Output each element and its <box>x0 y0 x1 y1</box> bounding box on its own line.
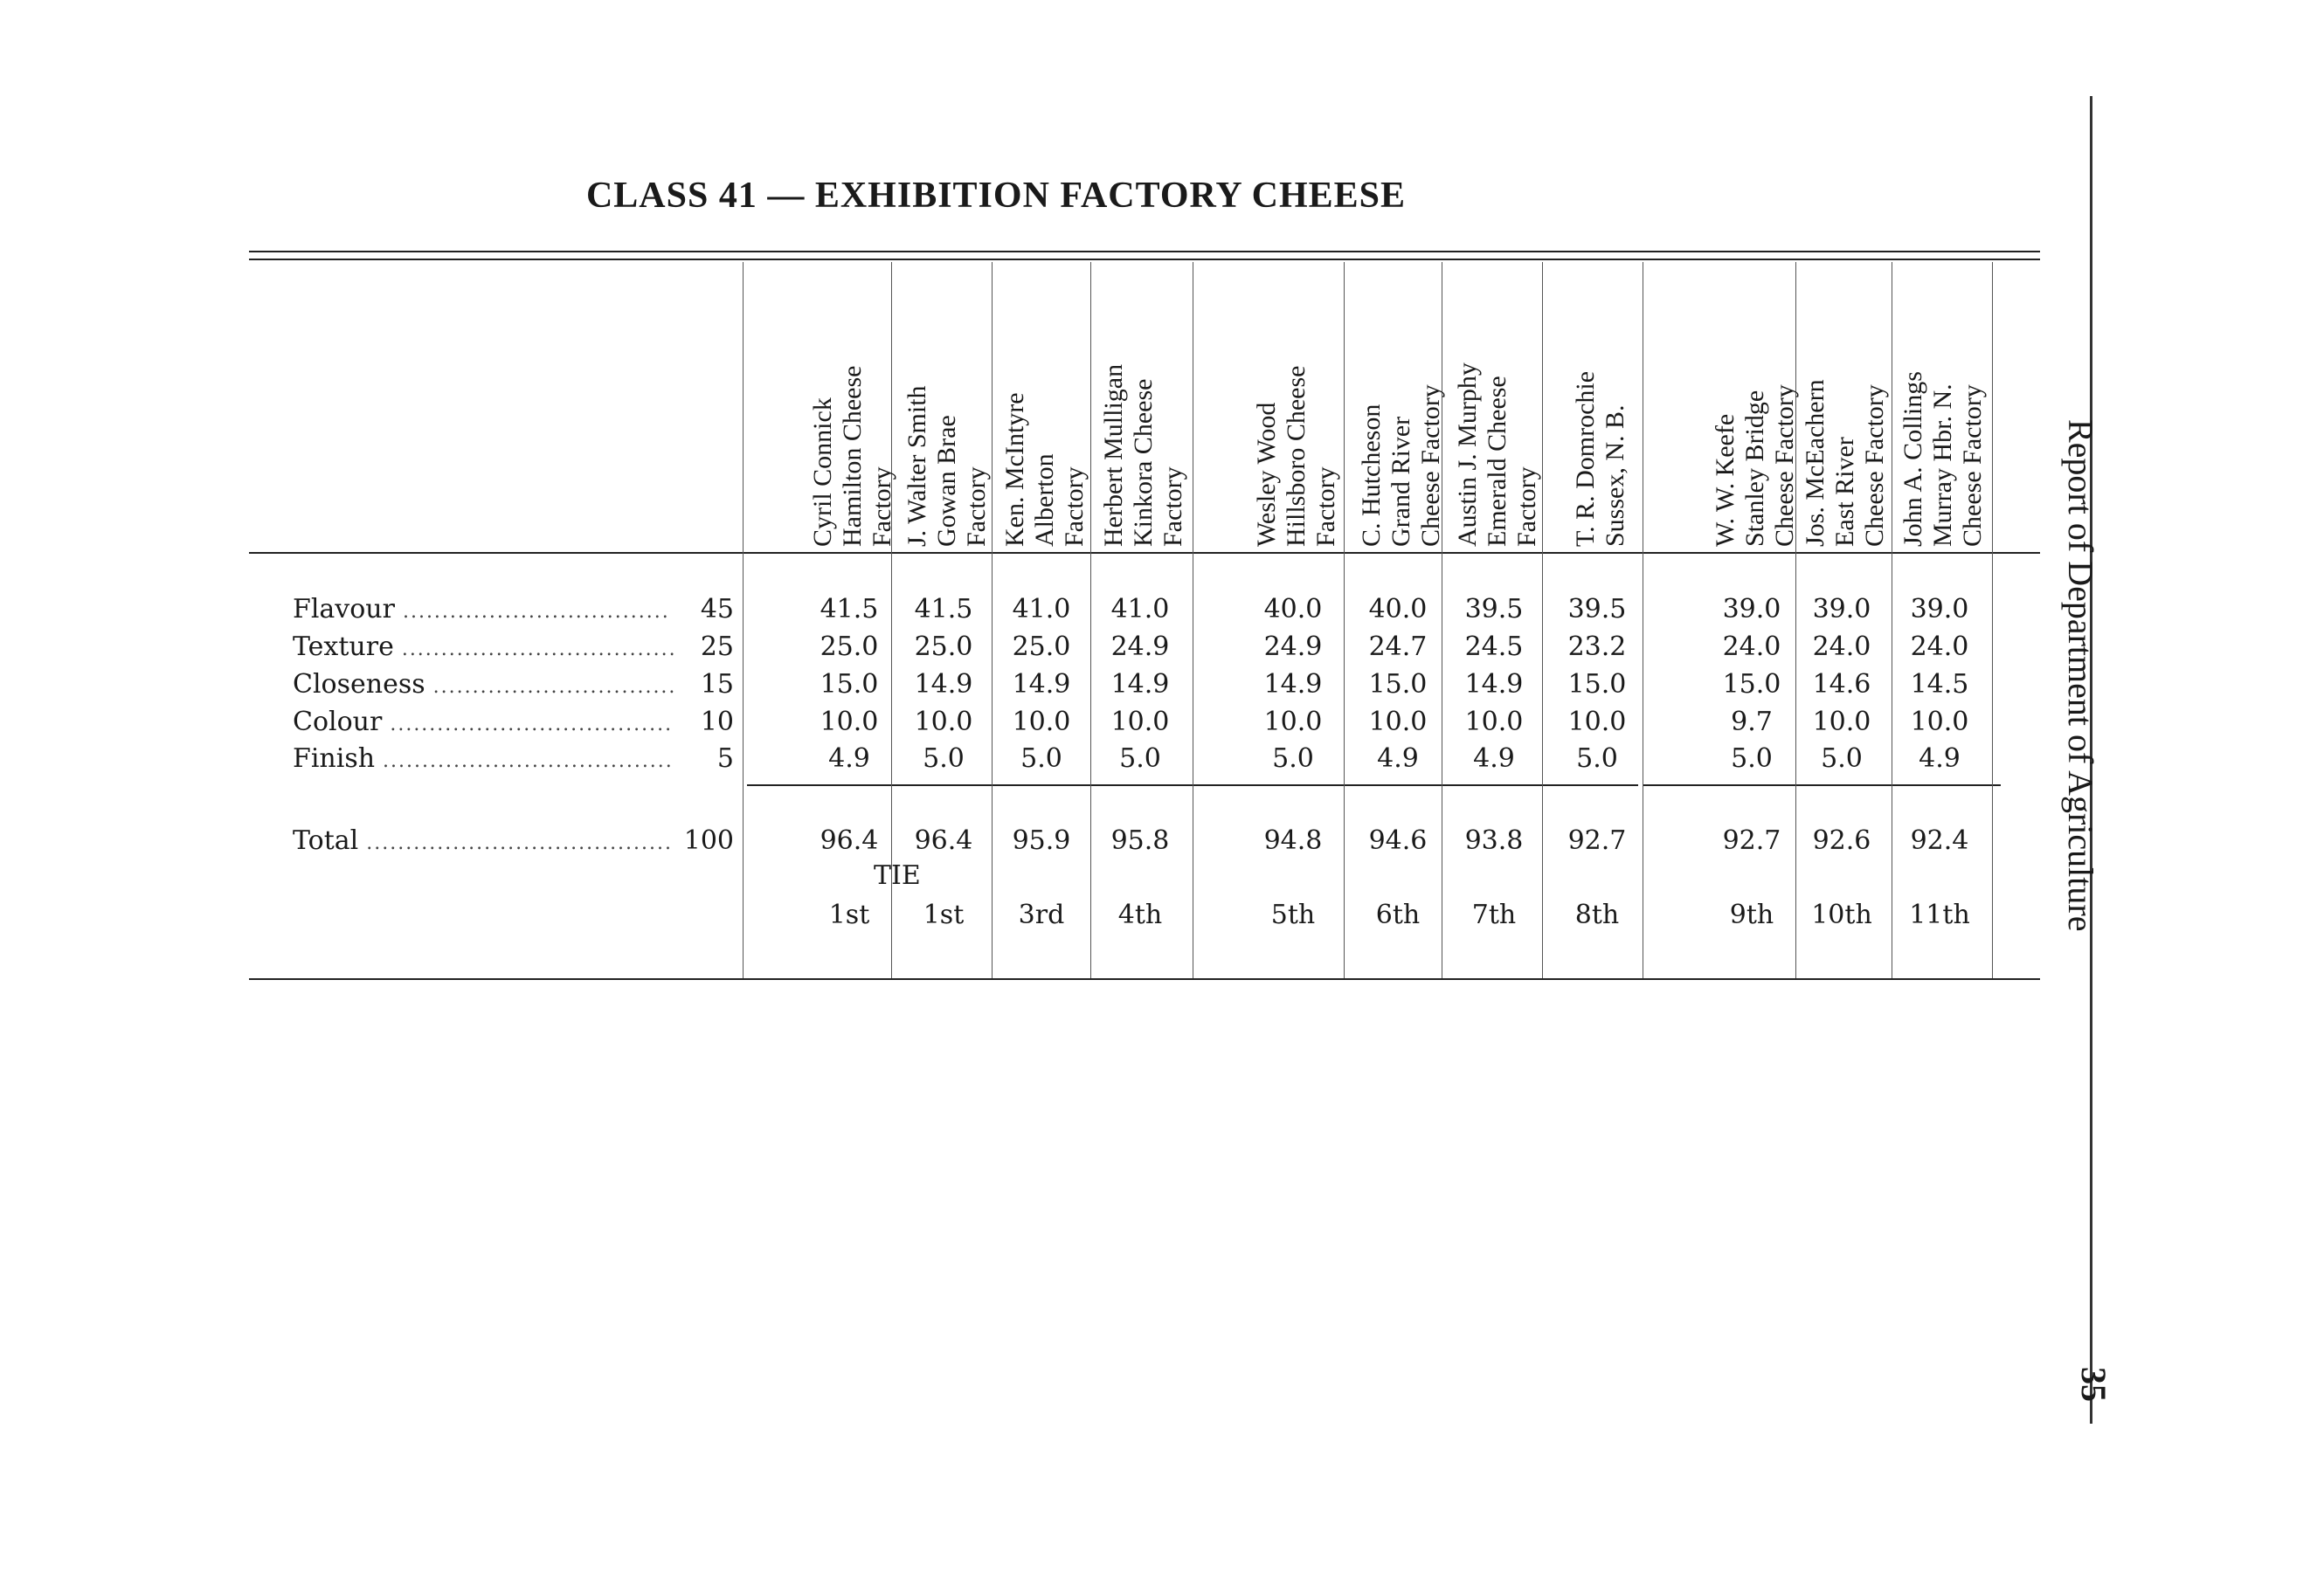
column-header-text <box>903 259 992 547</box>
column-header <box>808 259 897 547</box>
score-cell: 41.5 <box>820 594 879 624</box>
table-title: CLASS 41 — EXHIBITION FACTORY CHEESE <box>585 176 1407 216</box>
score-cell: 14.9 <box>1110 669 1170 700</box>
header-rule <box>249 552 2040 554</box>
score-cell: 5.0 <box>1731 743 1773 774</box>
row-label-text: Colour <box>293 707 383 737</box>
column-header-line: Factory <box>1311 466 1340 547</box>
column-header-line: Factory <box>1512 466 1541 547</box>
score-cell: 15.0 <box>1567 669 1627 700</box>
tie-label: TIE <box>874 860 921 891</box>
column-header-text <box>1899 259 1988 547</box>
score-cell: 14.6 <box>1812 669 1871 700</box>
placing-cell: 1st <box>828 900 870 930</box>
column-header-line: Grand River <box>1387 416 1415 547</box>
column-header-text <box>1801 259 1890 547</box>
score-cell: 95.9 <box>1012 825 1071 856</box>
score-cell: 10.0 <box>1263 707 1323 737</box>
score-cell: 10.0 <box>914 707 973 737</box>
row-label <box>293 707 673 737</box>
placing-cell: 1st <box>923 900 965 930</box>
subtotal-rule-1 <box>747 784 1201 786</box>
row-max-points: 10 <box>700 707 734 737</box>
score-cell: 95.8 <box>1110 825 1170 856</box>
column-header-line: John A. Collings <box>1899 371 1927 547</box>
leader-dots: ....................................... <box>358 832 674 854</box>
placing-cell: 3rd <box>1018 900 1065 930</box>
score-cell: 14.9 <box>914 669 973 700</box>
column-header-text <box>1711 259 1800 547</box>
column-separator <box>1542 262 1543 978</box>
placing-cell: 9th <box>1729 900 1774 930</box>
column-header-line: Kinkora Cheese <box>1129 378 1158 547</box>
leader-dots: .................................... <box>382 714 674 735</box>
placing-cell: 8th <box>1574 900 1620 930</box>
score-cell: 25.0 <box>914 631 973 662</box>
column-header-line: J. Walter Smith <box>903 385 931 547</box>
score-cell: 15.0 <box>820 669 879 700</box>
score-cell: 40.0 <box>1263 594 1323 624</box>
column-header-line: Hillsboro Cheese <box>1282 365 1311 547</box>
column-header <box>1357 259 1446 547</box>
score-cell: 14.9 <box>1012 669 1071 700</box>
score-cell: 4.9 <box>1377 743 1419 774</box>
score-cell: 24.0 <box>1812 631 1871 662</box>
column-header-line: Wesley Wood <box>1252 402 1281 547</box>
row-label <box>293 594 670 624</box>
score-cell: 94.8 <box>1263 825 1323 856</box>
score-cell: 96.4 <box>914 825 973 856</box>
column-header <box>1252 259 1341 547</box>
score-cell: 41.5 <box>914 594 973 624</box>
score-cell: 14.9 <box>1464 669 1524 700</box>
column-header-line: Jos. McEachern <box>1801 379 1829 547</box>
score-cell: 41.0 <box>1110 594 1170 624</box>
total-row-label <box>293 825 673 856</box>
column-header <box>1571 259 1630 547</box>
row-label <box>293 669 676 700</box>
score-cell: 39.0 <box>1812 594 1871 624</box>
column-header-line: Factory <box>868 466 896 547</box>
score-cell: 5.0 <box>1576 743 1618 774</box>
column-header-text <box>1571 259 1630 547</box>
column-separator <box>1992 262 1993 978</box>
score-cell: 39.5 <box>1567 594 1627 624</box>
row-label-text: Closeness <box>293 669 425 700</box>
placing-cell: 7th <box>1471 900 1517 930</box>
score-cell: 5.0 <box>1821 743 1863 774</box>
column-header-line: East River <box>1830 437 1859 547</box>
column-header-text <box>808 259 897 547</box>
subtotal-rule-3 <box>1643 784 2001 786</box>
column-header-text <box>1252 259 1341 547</box>
column-header-line: Herbert Mulligan <box>1099 363 1128 547</box>
score-cell: 92.4 <box>1910 825 1969 856</box>
score-cell: 10.0 <box>1012 707 1071 737</box>
column-separator <box>1090 262 1091 978</box>
score-cell: 24.9 <box>1110 631 1170 662</box>
score-cell: 10.0 <box>1464 707 1524 737</box>
column-header-line: Stanley Bridge <box>1740 390 1769 547</box>
score-cell: 25.0 <box>820 631 879 662</box>
score-cell: 96.4 <box>820 825 879 856</box>
score-cell: 41.0 <box>1012 594 1071 624</box>
column-header-line: Factory <box>1060 466 1089 547</box>
score-cell: 40.0 <box>1368 594 1428 624</box>
score-cell: 4.9 <box>1473 743 1515 774</box>
leader-dots: ............................... <box>425 676 677 698</box>
score-cell: 92.7 <box>1567 825 1627 856</box>
score-cell: 10.0 <box>1812 707 1871 737</box>
score-cell: 4.9 <box>828 743 870 774</box>
score-cell: 4.9 <box>1919 743 1961 774</box>
row-max-points: 5 <box>716 743 734 774</box>
subtotal-rule-2 <box>1201 784 1638 786</box>
row-label-text: Finish <box>293 743 376 774</box>
score-cell: 10.0 <box>1368 707 1428 737</box>
score-cell: 93.8 <box>1464 825 1524 856</box>
column-header-line: W. W. Keefe <box>1711 413 1740 547</box>
column-header-text <box>1357 259 1446 547</box>
score-cell: 9.7 <box>1731 707 1773 737</box>
row-max-points: 25 <box>700 631 734 662</box>
column-header-line: C. Hutcheson <box>1357 404 1386 547</box>
column-separator <box>743 262 744 978</box>
row-label-text: Flavour <box>293 594 395 624</box>
score-cell: 92.7 <box>1722 825 1781 856</box>
column-header-line: Murray Hbr. N. <box>1928 383 1957 547</box>
score-cell: 10.0 <box>1910 707 1969 737</box>
row-label-text: Texture <box>293 631 394 662</box>
row-label <box>293 631 677 662</box>
column-header-line: T. R. Domrochie <box>1571 370 1600 547</box>
score-cell: 39.0 <box>1722 594 1781 624</box>
score-cell: 14.9 <box>1263 669 1323 700</box>
row-max-points: 15 <box>700 669 734 700</box>
placing-cell: 5th <box>1270 900 1316 930</box>
score-cell: 92.6 <box>1812 825 1871 856</box>
score-cell: 24.9 <box>1263 631 1323 662</box>
score-cell: 39.0 <box>1910 594 1969 624</box>
score-cell: 15.0 <box>1368 669 1428 700</box>
placing-cell: 10th <box>1811 900 1872 930</box>
column-header <box>1099 259 1188 547</box>
column-header-line: Cheese Factory <box>1416 384 1445 547</box>
column-header-line: Cheese Factory <box>1860 384 1889 547</box>
bottom-rule <box>249 978 2040 980</box>
score-cell: 23.2 <box>1567 631 1627 662</box>
column-header <box>1899 259 1988 547</box>
row-max-points: 45 <box>700 594 734 624</box>
column-header <box>903 259 992 547</box>
column-header-line: Factory <box>1159 466 1187 547</box>
placing-cell: 4th <box>1117 900 1163 930</box>
score-cell: 15.0 <box>1722 669 1781 700</box>
column-header <box>1711 259 1800 547</box>
score-cell: 14.5 <box>1910 669 1969 700</box>
column-header-text <box>1099 259 1188 547</box>
column-header-line: Hamilton Cheese <box>838 365 867 547</box>
score-cell: 94.6 <box>1368 825 1428 856</box>
column-header-line: Alberton <box>1030 453 1059 547</box>
column-header-line: Cheese Factory <box>1958 384 1987 547</box>
column-header-line: Gowan Brae <box>932 415 961 547</box>
column-header <box>1000 259 1089 547</box>
score-cell: 10.0 <box>1567 707 1627 737</box>
leader-dots: ................................... <box>393 638 677 660</box>
column-header-line: Austin J. Murphy <box>1453 362 1482 547</box>
row-label <box>293 743 674 774</box>
leader-dots: ..................................... <box>375 750 674 772</box>
total-row-max-points: 100 <box>683 825 734 856</box>
score-cell: 5.0 <box>1272 743 1314 774</box>
leader-dots: .................................. <box>394 601 670 623</box>
column-header-line: Ken. McIntyre <box>1000 392 1029 547</box>
score-cell: 10.0 <box>820 707 879 737</box>
score-cell: 25.0 <box>1012 631 1071 662</box>
column-header-line: Cheese Factory <box>1770 384 1799 547</box>
column-header-line: Sussex, N. B. <box>1601 404 1629 547</box>
score-cell: 10.0 <box>1110 707 1170 737</box>
placing-cell: 6th <box>1375 900 1421 930</box>
column-header-text <box>1453 259 1542 547</box>
score-cell: 39.5 <box>1464 594 1524 624</box>
column-header <box>1801 259 1890 547</box>
top-rule <box>249 251 2040 252</box>
column-separator <box>1344 262 1345 978</box>
score-cell: 5.0 <box>923 743 965 774</box>
column-header-line: Factory <box>962 466 991 547</box>
placing-cell: 11th <box>1909 900 1970 930</box>
column-header-line: Cyril Connick <box>808 397 837 547</box>
column-header-text <box>1000 259 1089 547</box>
side-title-text: Report of Department of Agriculture <box>2061 419 2100 932</box>
page-number-text: 35 <box>2074 1367 2113 1402</box>
total-row-label-text: Total <box>293 825 359 856</box>
score-cell: 5.0 <box>1020 743 1062 774</box>
score-cell: 24.0 <box>1722 631 1781 662</box>
column-header <box>1453 259 1542 547</box>
score-cell: 24.0 <box>1910 631 1969 662</box>
column-separator <box>992 262 993 978</box>
score-cell: 24.7 <box>1368 631 1428 662</box>
column-header-line: Emerald Cheese <box>1483 376 1511 547</box>
score-cell: 5.0 <box>1119 743 1161 774</box>
score-cell: 24.5 <box>1464 631 1524 662</box>
